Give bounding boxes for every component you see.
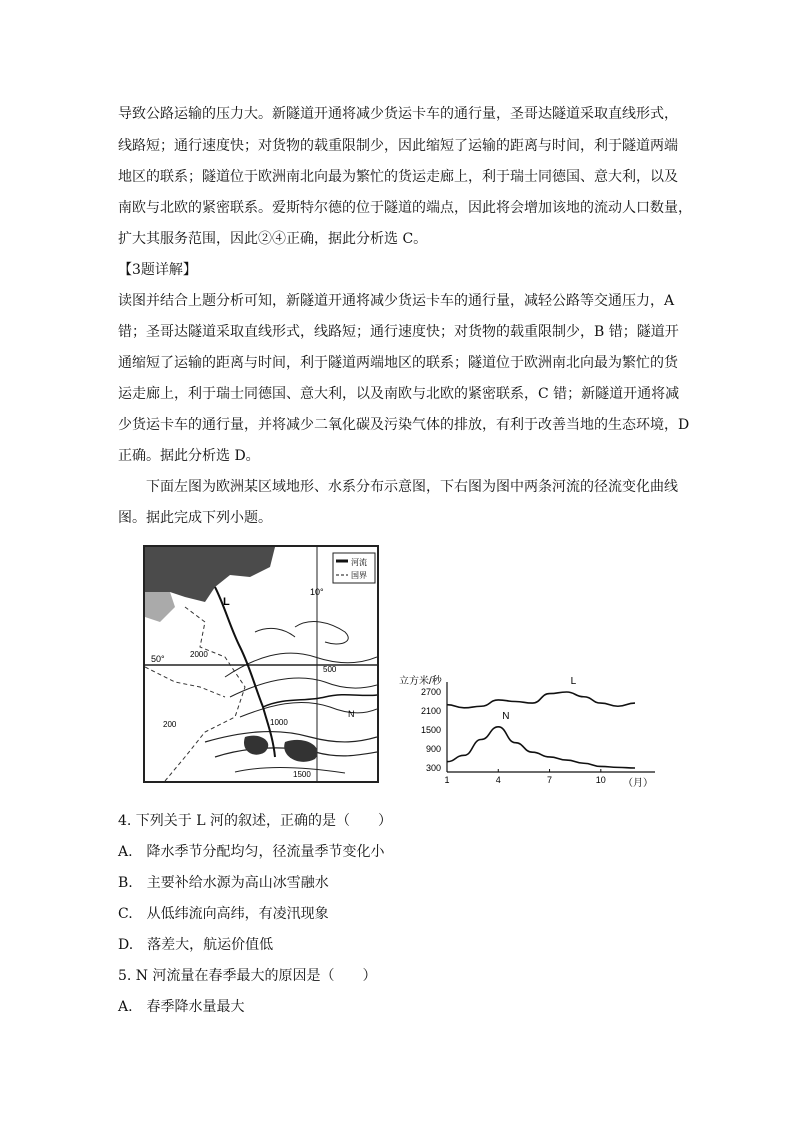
- question-5: 5. N 河流量在春季最大的原因是（ ）: [118, 968, 377, 984]
- y-tick-label: 2700: [420, 687, 441, 697]
- legend-river-label: 河流: [351, 558, 367, 567]
- paragraph-line: 错；圣哥达隧道采取直线形式，线路短；通行速度快；对货物的载重限制少，B 错；隧道开: [118, 324, 679, 340]
- question-4-option-b: B. 主要补给水源为高山冰雪融水: [118, 875, 329, 891]
- river-N: [263, 695, 377, 707]
- runoff-chart: [395, 630, 660, 790]
- paragraph-line: 地区的联系；隧道位于欧洲南北向最为繁忙的货运走廊上，利于瑞士同德国、意大利，以及: [118, 169, 678, 185]
- terrain-river-map: [143, 545, 379, 783]
- chart-ylabel: 立方米/秒: [399, 676, 442, 687]
- legend-border-label: 国界: [351, 571, 367, 580]
- question-4-option-d: D. 落差大，航运价值低: [118, 937, 274, 953]
- y-tick-label: 2100: [420, 706, 441, 716]
- contour-label: 500: [323, 665, 337, 674]
- y-tick-label: 300: [425, 763, 441, 773]
- map-label-L: L: [223, 596, 230, 608]
- series-label-N: N: [502, 710, 510, 722]
- intro-line: 下面左图为欧洲某区域地形、水系分布示意图，下右图为图中两条河流的径流变化曲线: [146, 479, 678, 495]
- x-tick-label: 7: [547, 775, 553, 785]
- contour-label: 200: [163, 720, 177, 729]
- paragraph-line: 正确。据此分析选 D。: [118, 448, 260, 464]
- question-5-option-a: A. 春季降水量最大: [118, 999, 245, 1015]
- map-lat-label: 50°: [151, 654, 165, 664]
- question-4-option-a: A. 降水季节分配均匀，径流量季节变化小: [118, 844, 385, 860]
- question-4-option-c: C. 从低纬流向高纬，有凌汛现象: [118, 906, 329, 922]
- question-4: 4. 下列关于 L 河的叙述，正确的是（ ）: [118, 813, 393, 829]
- series-line-L: [447, 692, 635, 708]
- map-lon-label: 10°: [310, 587, 324, 597]
- y-tick-label: 900: [425, 744, 441, 754]
- y-tick-label: 1500: [420, 725, 441, 735]
- paragraph-line: 扩大其服务范围，因此②④正确，据此分析选 C。: [118, 231, 428, 247]
- paragraph-line: 运走廊上，利于瑞士同德国、意大利，以及南欧与北欧的紧密联系，C 错；新隧道开通将减: [118, 386, 680, 402]
- contour-label: 1000: [270, 718, 288, 727]
- contour-label: 2000: [190, 650, 208, 659]
- x-tick-label: 1: [444, 775, 450, 785]
- chart-xlabel: （月）: [623, 778, 653, 789]
- paragraph-line: 少货运卡车的通行量，并将减少二氧化碳及污染气体的排放，有利于改善当地的生态环境，D: [118, 417, 690, 433]
- paragraph-line: 南欧与北欧的紧密联系。爱斯特尔德的位于隧道的端点，因此将会增加该地的流动人口数量，: [118, 200, 692, 216]
- series-label-L: L: [570, 676, 577, 687]
- paragraph-line: 通缩短了运输的距离与时间，利于隧道两端地区的联系；隧道位于欧洲南北向最为繁忙的货: [118, 355, 678, 371]
- paragraph-line: 线路短；通行速度快；对货物的载重限制少，因此缩短了运输的距离与时间，利于隧道两端: [118, 138, 678, 154]
- paragraph-line: 读图并结合上题分析可知，新隧道开通将减少货运卡车的通行量，减轻公路等交通压力，A: [118, 293, 675, 309]
- map-label-N: N: [348, 709, 355, 719]
- paragraph-line: 导致公路运输的压力大。新隧道开通将减少货运卡车的通行量，圣哥达隧道采取直线形式，: [118, 106, 678, 122]
- map-svg: [145, 547, 377, 781]
- series-line-N: [447, 727, 635, 768]
- x-tick-label: 4: [495, 775, 501, 785]
- intro-line: 图。据此完成下列小题。: [118, 510, 272, 526]
- section-heading: 【3题详解】: [118, 262, 197, 278]
- runoff-chart-svg: [395, 630, 660, 790]
- x-tick-label: 10: [595, 775, 606, 785]
- contour-label: 1500: [293, 770, 311, 779]
